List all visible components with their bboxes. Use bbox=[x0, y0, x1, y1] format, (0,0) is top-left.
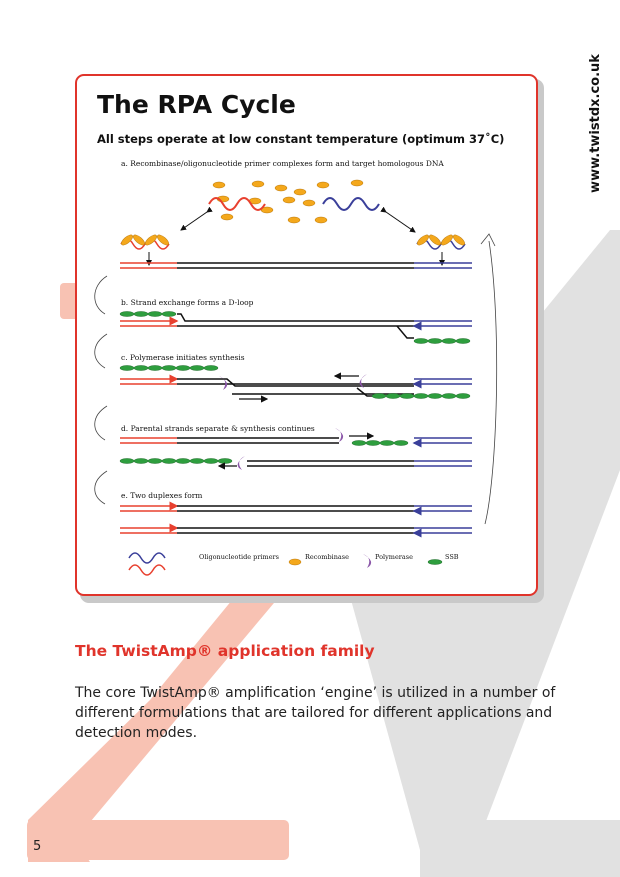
section-heading: The TwistAmp® application family bbox=[75, 642, 375, 660]
panel-subtitle: All steps operate at low constant temperature (optimum 37˚C) bbox=[97, 132, 505, 146]
rpa-cycle-panel bbox=[75, 74, 538, 596]
two-duplexes bbox=[120, 506, 472, 533]
free-blue-primer bbox=[323, 198, 379, 210]
target-duplex bbox=[120, 263, 472, 268]
website-url: www.twistdx.co.uk bbox=[587, 53, 603, 193]
panel-title: The RPA Cycle bbox=[97, 90, 296, 119]
legend-polymerase-symbol bbox=[363, 554, 371, 568]
page-number: 5 bbox=[33, 839, 42, 854]
step-d-label: d. Parental strands separate & synthesis continues bbox=[121, 424, 315, 433]
free-recombinase-cluster bbox=[213, 180, 363, 223]
step-b-label: b. Strand exchange forms a D-loop bbox=[121, 298, 254, 307]
legend-ssb-label: SSB bbox=[445, 553, 459, 561]
legend-primers-label: Oligonucleotide primers bbox=[199, 553, 279, 561]
step-c-label: c. Polymerase initiates synthesis bbox=[121, 353, 245, 362]
step-a-label: a. Recombinase/oligonucleotide primer complexes form and target homologous DNA bbox=[121, 159, 444, 168]
legend-polymerase-label: Polymerase bbox=[375, 553, 413, 561]
legend-recombinase-label: Recombinase bbox=[305, 553, 349, 561]
legend-recombinase-symbol bbox=[289, 559, 301, 565]
legend-primer-symbol bbox=[129, 553, 165, 575]
strand-separation bbox=[120, 428, 472, 470]
section-body-text: The core TwistAmp® amplification ‘engine’ is utilized in a number of different formulations that are tailored for different applications and detection modes. bbox=[75, 685, 556, 741]
right-primer-complex bbox=[416, 233, 467, 249]
left-primer-complex bbox=[120, 233, 171, 249]
step-e-label: e. Two duplexes form bbox=[121, 491, 203, 500]
rpa-cycle-diagram bbox=[77, 76, 540, 598]
legend-ssb-symbol bbox=[428, 560, 442, 565]
d-loop-structure bbox=[120, 312, 472, 344]
synthesis-initiation bbox=[120, 366, 472, 400]
